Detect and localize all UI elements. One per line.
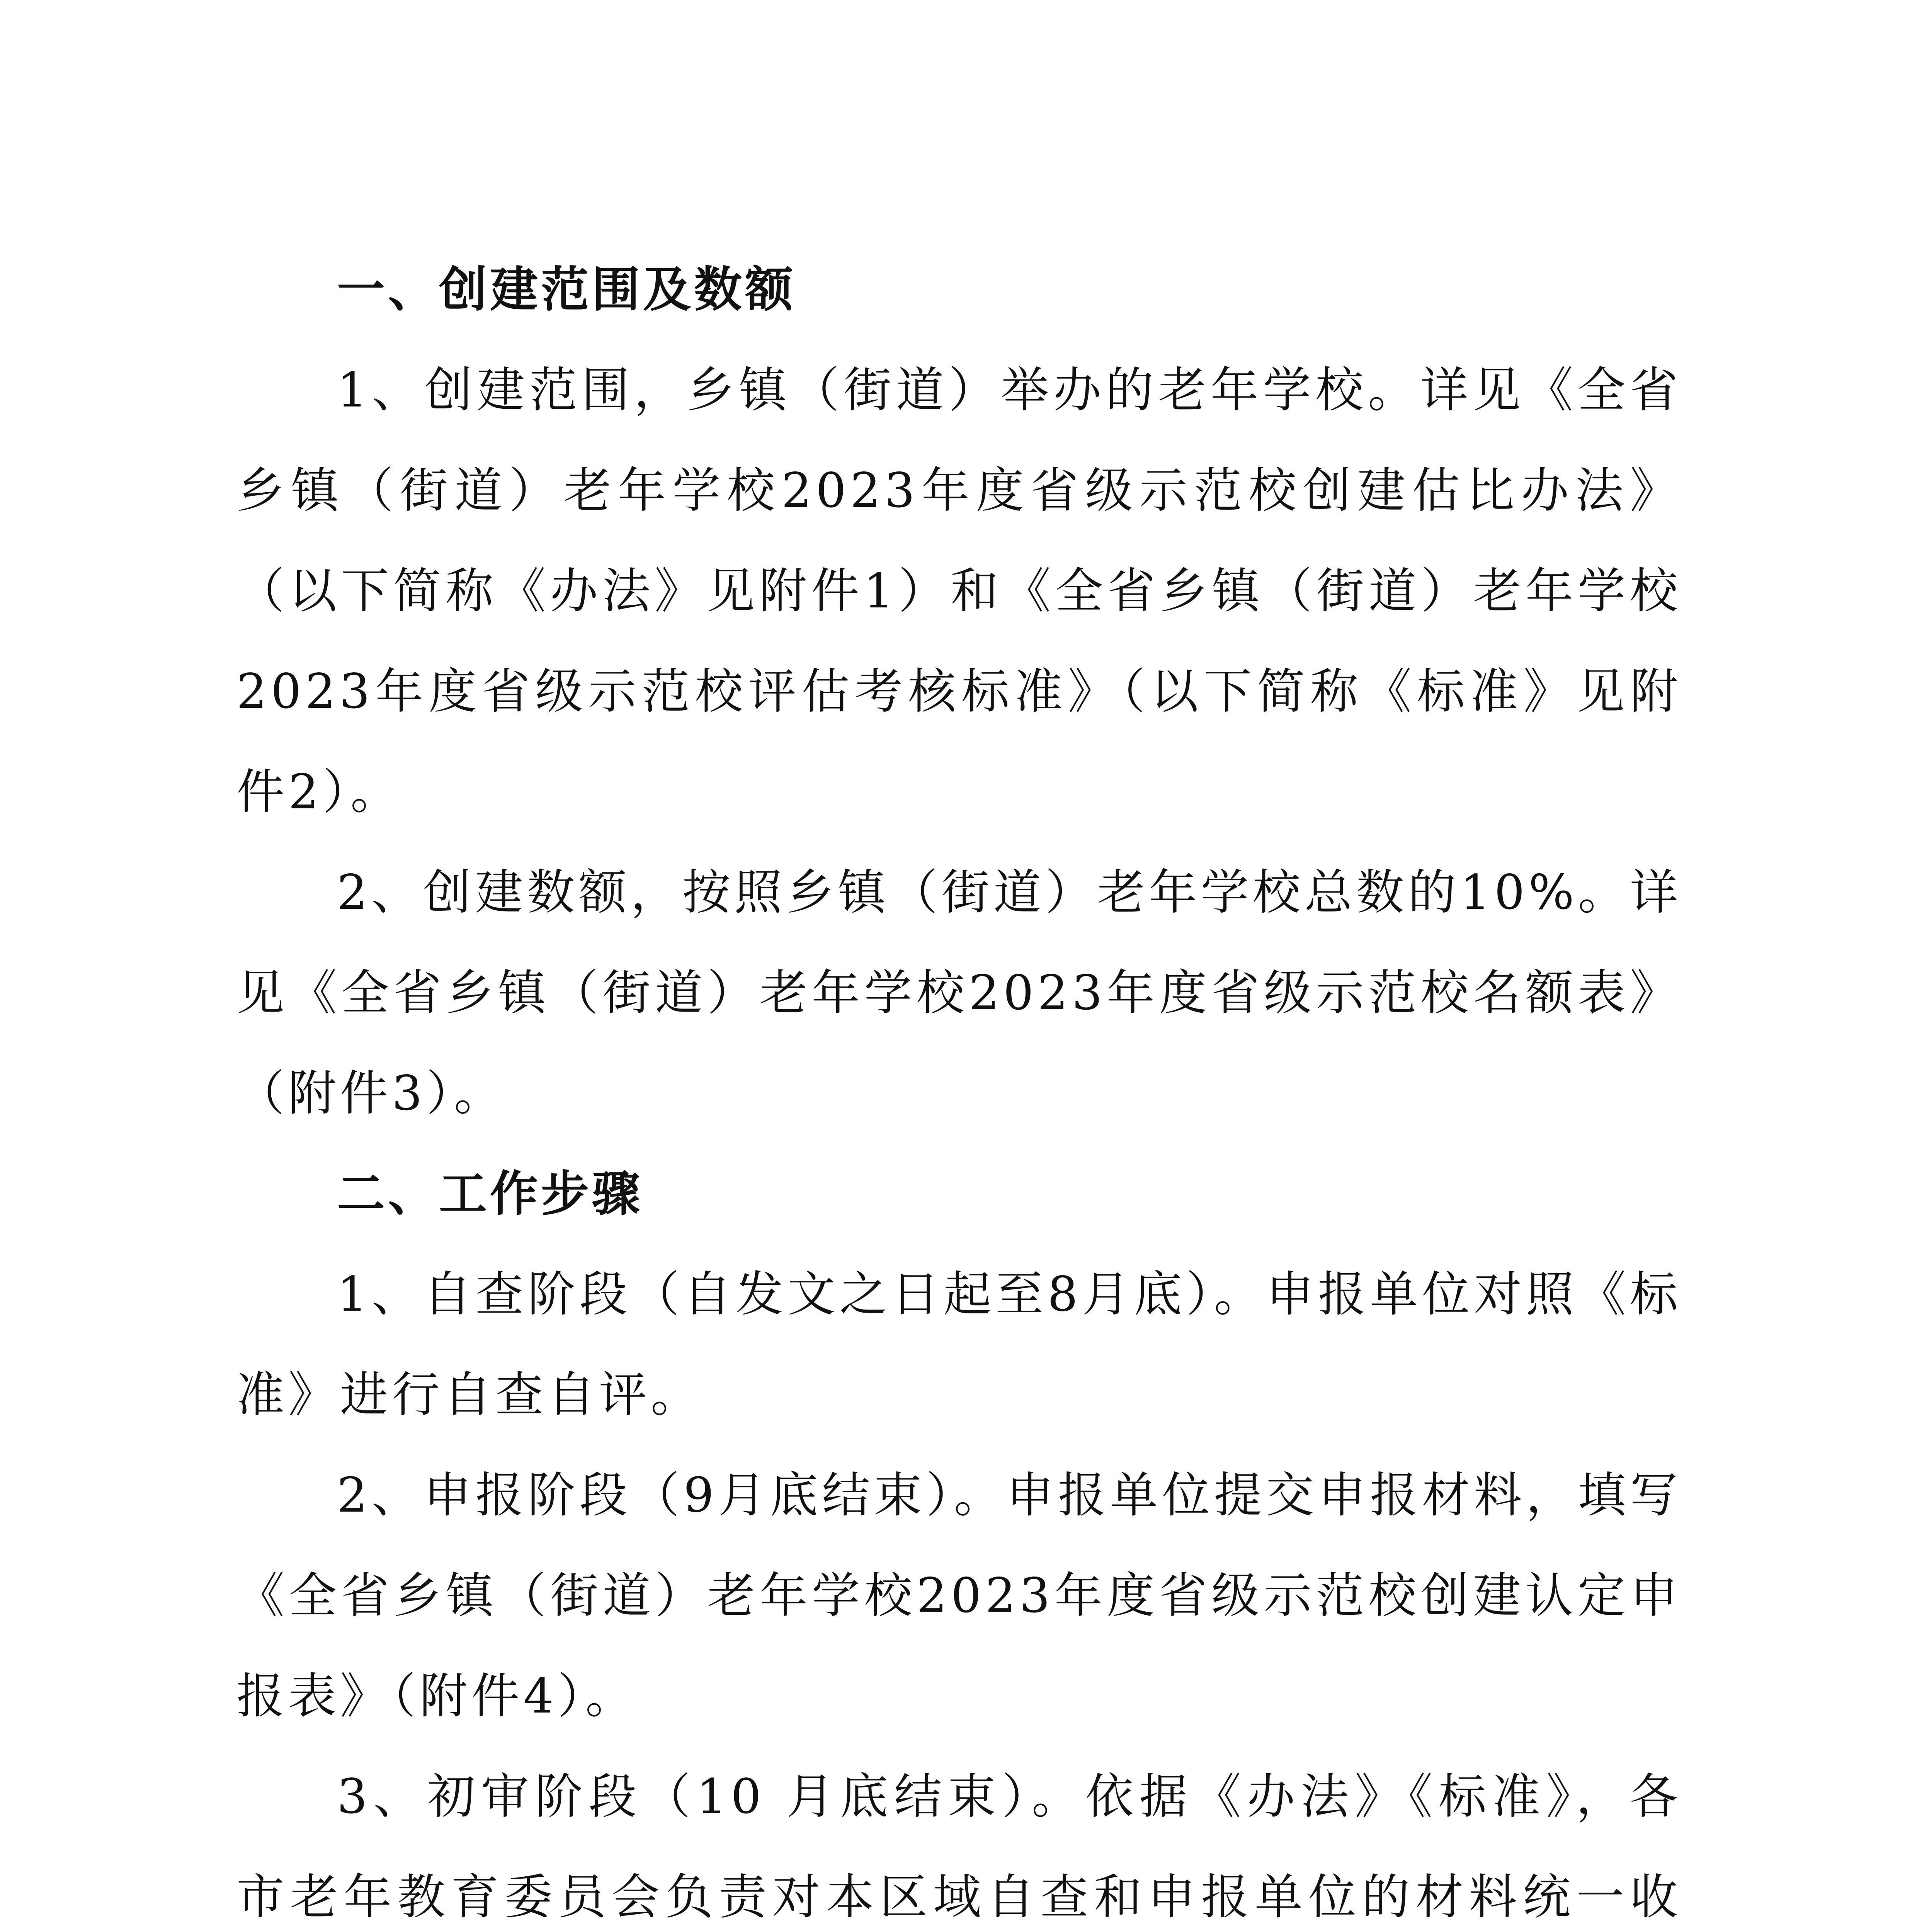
paragraph-scope: 1、创建范围，乡镇（街道）举办的老年学校。详见《全省乡镇（街道）老年学校2023年度省级示范校创建估比办法》（以下简称《办法》见附件1）和《全省乡镇（街道）老年学校2023年度省级示范校评估考核标准》（以下简称《标准》见附件2）。 [236, 362, 1682, 820]
paragraph-quota: 2、创建数额，按照乡镇（街道）老年学校总数的10%。详见《全省乡镇（街道）老年学校2023年度省级示范校名额表》（附件3）。 [236, 865, 1682, 1121]
section-heading-steps: 二、工作步骤 [337, 1166, 643, 1222]
paragraph-preliminary-review: 3、初审阶段（10 月底结束）。依据《办法》《标准》，各市老年教育委员会负责对本区域自查和申报单位的材料统一收 [236, 1769, 1682, 1925]
document-body [236, 240, 1682, 1932]
paragraph-application: 2、申报阶段（9月底结束）。申报单位提交申报材料，填写《全省乡镇（街道）老年学校2023年度省级示范校创建认定申报表》（附件4）。 [236, 1468, 1682, 1724]
paragraph-self-check: 1、自查阶段（自发文之日起至8月底）。申报单位对照《标准》进行自查自评。 [236, 1267, 1682, 1423]
section-heading-scope: 一、创建范围及数额 [337, 262, 796, 318]
